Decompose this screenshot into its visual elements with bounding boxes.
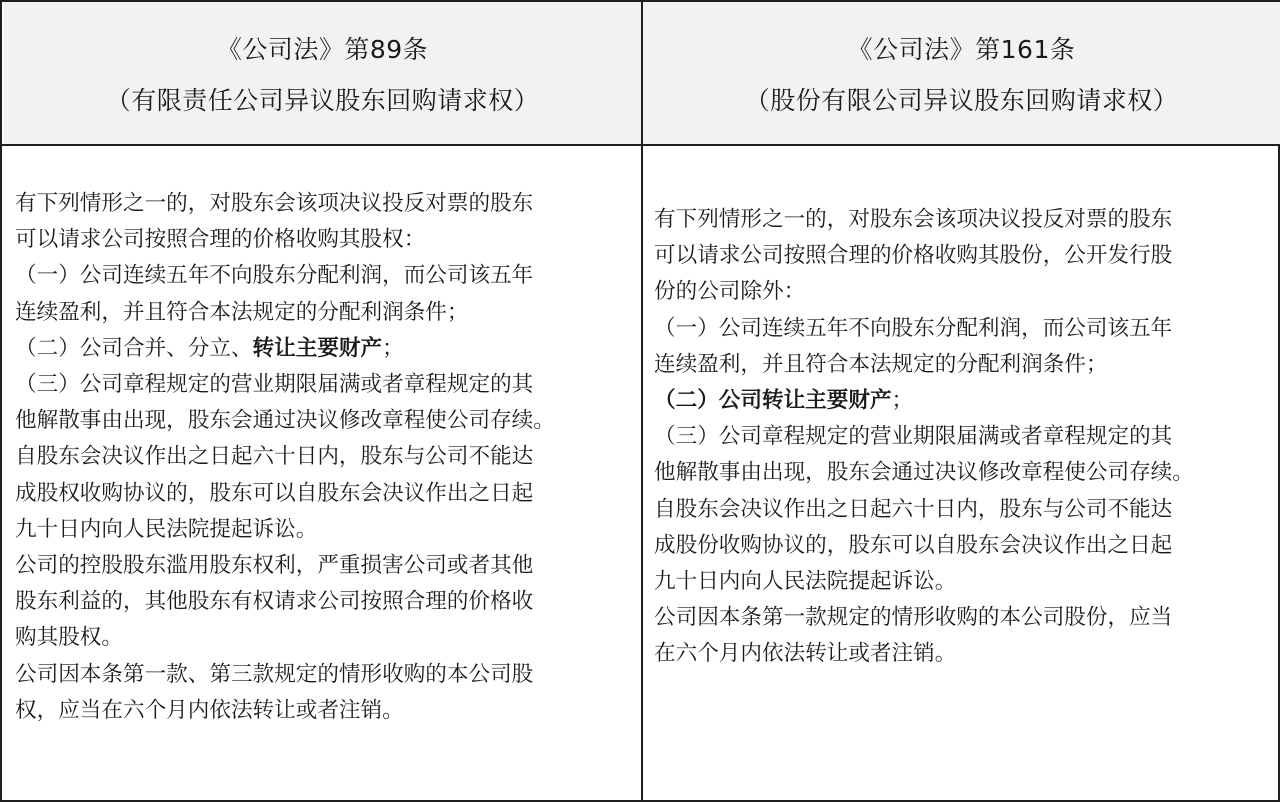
text-line xyxy=(15,367,635,403)
text-segment: （一）公司连续五年不向股东分配利润，而公司该五年 xyxy=(15,263,534,289)
text-line xyxy=(654,238,1274,274)
header-subtitle-article-161: （股份有限公司异议股东回购请求权） xyxy=(744,86,1179,115)
text-line xyxy=(15,693,635,729)
text-segment: 在六个月内依法转让或者注销。 xyxy=(654,641,957,667)
text-line xyxy=(15,222,635,258)
text-segment: （三）公司章程规定的营业期限届满或者章程规定的其 xyxy=(15,372,534,398)
text-line xyxy=(654,492,1274,528)
text-line xyxy=(654,600,1274,636)
header-title-article-161: 《公司法》第161条 xyxy=(847,35,1076,64)
text-line xyxy=(654,419,1274,455)
text-segment: 九十日内向人民法院提起诉讼。 xyxy=(654,569,957,595)
text-segment: 份的公司除外： xyxy=(654,279,806,305)
text-line xyxy=(15,186,635,222)
text-segment: 成股权收购协议的，股东可以自股东会决议作出之日起 xyxy=(15,480,534,506)
text-segment: 他解散事由出现，股东会通过决议修改章程使公司存续。 xyxy=(654,460,1194,486)
text-line xyxy=(15,439,635,475)
text-segment: 公司因本条第一款、第三款规定的情形收购的本公司股 xyxy=(15,661,534,687)
text-line xyxy=(654,202,1274,238)
text-segment: 成股份收购协议的，股东可以自股东会决议作出之日起 xyxy=(654,532,1173,558)
header-cell-article-89 xyxy=(4,2,641,144)
text-segment: 购其股权。 xyxy=(15,625,123,651)
text-line xyxy=(654,564,1274,600)
text-line xyxy=(654,383,1274,419)
text-line xyxy=(15,584,635,620)
text-line xyxy=(654,347,1274,383)
text-segment: （二）公司合并、分立、 xyxy=(15,335,253,361)
text-line xyxy=(654,528,1274,564)
text-segment: 可以请求公司按照合理的价格收购其股份，公开发行股 xyxy=(654,243,1173,269)
text-segment: ； xyxy=(382,335,404,361)
text-line xyxy=(654,455,1274,491)
text-line xyxy=(15,331,635,367)
text-line xyxy=(15,657,635,693)
text-segment: 公司因本条第一款规定的情形收购的本公司股份，应当 xyxy=(654,605,1173,631)
text-segment: 他解散事由出现，股东会通过决议修改章程使公司存续。 xyxy=(15,408,555,434)
header-subtitle-article-89: （有限责任公司异议股东回购请求权） xyxy=(105,86,540,115)
text-segment: 自股东会决议作出之日起六十日内，股东与公司不能达 xyxy=(15,444,534,470)
text-line xyxy=(654,274,1274,310)
text-segment: 九十日内向人民法院提起诉讼。 xyxy=(15,516,318,542)
text-line xyxy=(15,512,635,548)
text-segment: （一）公司连续五年不向股东分配利润，而公司该五年 xyxy=(654,315,1173,341)
text-line xyxy=(654,636,1274,672)
text-segment: 有下列情形之一的，对股东会该项决议投反对票的股东 xyxy=(654,207,1173,232)
text-line xyxy=(654,311,1274,347)
body-cell-article-161 xyxy=(654,202,1274,673)
body-cell-article-89 xyxy=(15,186,635,729)
text-line xyxy=(15,548,635,584)
text-line xyxy=(15,295,635,331)
text-segment: 有下列情形之一的，对股东会该项决议投反对票的股东 xyxy=(15,191,534,216)
text-line xyxy=(15,258,635,294)
text-segment: 权，应当在六个月内依法转让或者注销。 xyxy=(15,697,404,723)
header-cell-article-161 xyxy=(643,2,1280,144)
bold-text: （二）公司转让主要财产 xyxy=(654,388,892,414)
text-segment: 股东利益的，其他股东有权请求公司按照合理的价格收 xyxy=(15,589,534,615)
text-line xyxy=(15,476,635,512)
text-line xyxy=(15,620,635,656)
text-segment: 连续盈利，并且符合本法规定的分配利润条件； xyxy=(15,299,469,325)
text-segment: 连续盈利，并且符合本法规定的分配利润条件； xyxy=(654,351,1108,377)
header-title-article-89: 《公司法》第89条 xyxy=(216,35,429,64)
bold-text: 转让主要财产 xyxy=(252,335,383,361)
column-divider xyxy=(641,2,643,800)
text-line xyxy=(15,403,635,439)
text-segment: 公司的控股股东滥用股东权利，严重损害公司或者其他 xyxy=(15,553,534,579)
header-divider xyxy=(2,144,1278,146)
text-segment: ； xyxy=(891,388,914,414)
text-segment: 自股东会决议作出之日起六十日内，股东与公司不能达 xyxy=(654,496,1173,522)
text-segment: （三）公司章程规定的营业期限届满或者章程规定的其 xyxy=(654,424,1173,450)
text-segment: 可以请求公司按照合理的价格收购其股权： xyxy=(15,227,426,253)
